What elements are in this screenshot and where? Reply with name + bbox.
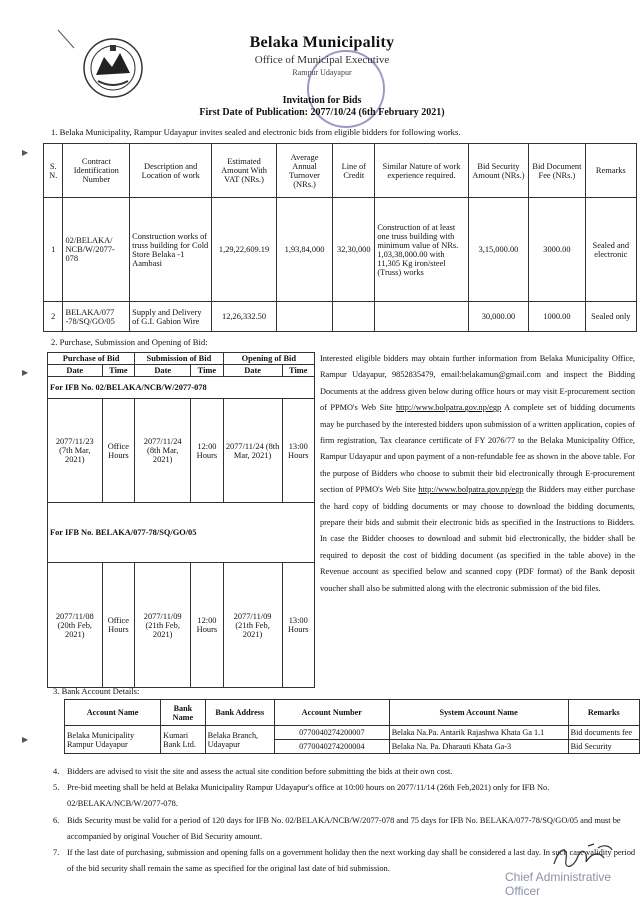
group-purchase: Purchase of Bid	[48, 353, 135, 365]
col-time: Time	[191, 365, 223, 377]
col-header-bank-address: Bank Address	[205, 700, 274, 726]
section-3-title: Bank Account Details:	[61, 686, 140, 696]
table-row	[44, 302, 637, 332]
ifb-1-purchase-date: 2077/11/23 (7th Mar, 2021)	[48, 399, 103, 503]
schedule-col-row	[48, 365, 315, 377]
col-header-turnover: Average Annual Turnover (NRs.)	[276, 144, 332, 198]
municipality-title: Belaka Municipality	[249, 34, 395, 51]
bank-account-table	[64, 699, 640, 754]
ifb-2-purchase-time: Office Hours	[102, 563, 135, 688]
margin-mark-left-2: ▶	[22, 368, 29, 377]
cell-remarks: Bid documents fee	[568, 726, 639, 740]
office-address: Rampur Udayapur	[292, 68, 352, 77]
bank-header-row	[65, 700, 640, 726]
bidding-info-paragraph	[320, 351, 635, 597]
ifb-2-submission-date: 2077/11/09 (21th Feb, 2021)	[135, 563, 191, 688]
point-text: Pre-bid meeting shall be held at Belaka Municipality Rampur Udayapur's office at 10:00 hours on 2077/11/14 (26th Feb,2021) only for IFB No. 02/BELAKA/NCB/W/2077-078.	[67, 783, 550, 809]
col-time: Time	[282, 365, 314, 377]
point-text: If the last date of purchasing, submission and opening falls on a government holiday then the next working day shall be considered a last day. In such case validity period of the bid security shall remain the same as specified for the original last date of bid submission.	[67, 848, 636, 874]
handwritten-signature	[548, 840, 618, 874]
ifb-1-label: For IFB No. 02/BELAKA/NCB/W/2077-078	[48, 377, 315, 399]
cell-account-number: 0770040274200004	[274, 740, 389, 754]
cell-description: Supply and Delivery of G.I. Gabion Wire	[130, 302, 212, 332]
col-header-remarks: Remarks	[568, 700, 639, 726]
ifb-1-submission-date: 2077/11/24 (8th Mar, 2021)	[135, 399, 191, 503]
col-header-account-name: Account Name	[65, 700, 161, 726]
section-3-number: 3.	[53, 686, 60, 696]
ifb-2-label: For IFB No. BELAKA/077-78/SQ/GO/05	[48, 503, 315, 563]
schedule-table	[47, 352, 315, 688]
col-header-sn: S. N.	[44, 144, 63, 198]
invitation-heading: Invitation for Bids	[282, 95, 362, 106]
cell-account-number: 0770040274200007	[274, 726, 389, 740]
office-name: Office of Municipal Executive	[254, 54, 390, 66]
egp-link-2[interactable]: http://www.bolpatra.gov.np/egp	[418, 485, 524, 495]
bidding-info-text-b: A complete set of bidding documents may be purchased by the interested bidders upon submission of a written application, copies of firm registration, Tax clearance certificate of FY 2076/77 to the Belaka Municipality Office, Rampur Udayapur and upon payment of a non-refundable fee as shown in the above table. For the purpose of Bidders who choose to submit their bid electronically through E-procurement section of PPMO's Web Site	[320, 403, 635, 495]
list-item	[53, 780, 638, 812]
col-header-account-number: Account Number	[274, 700, 389, 726]
ifb-1-label-row	[48, 377, 315, 399]
ifb-2-submission-time: 12:00 Hours	[191, 563, 223, 688]
cell-experience: Construction of at least one truss building with minimum value of NRs. 1,03,38,000.00 with 11,305 Kg iron/steel (Truss) works	[375, 198, 468, 302]
col-header-doc-fee: Bid Document Fee (NRs.)	[529, 144, 585, 198]
section-1-text: Belaka Municipality, Rampur Udayapur invites sealed and electronic bids from eligible bidders for following works.	[59, 127, 461, 137]
ifb-2-label-row	[48, 503, 315, 563]
cell-bank-address: Belaka Branch, Udayapur	[205, 726, 274, 754]
cell-remarks: Bid Security	[568, 740, 639, 754]
cell-doc-fee: 3000.00	[529, 198, 585, 302]
table-row	[44, 198, 637, 302]
group-opening: Opening of Bid	[223, 353, 314, 365]
col-header-bank-name: Bank Name	[161, 700, 205, 726]
col-date: Date	[135, 365, 191, 377]
cell-turnover	[276, 302, 332, 332]
col-header-contract-id: Contract Identification Number	[63, 144, 130, 198]
cell-experience	[375, 302, 468, 332]
cell-remarks: Sealed only	[585, 302, 636, 332]
publication-date: First Date of Publication: 2077/10/24 (6th February 2021)	[199, 107, 445, 118]
cell-line-of-credit: 32,30,000	[333, 198, 375, 302]
point-number: 7.	[53, 848, 60, 858]
table-row	[48, 563, 315, 688]
cell-contract-id: 02/BELAKA/ NCB/W/2077-078	[63, 198, 130, 302]
cell-account-name: Belaka Municipality Rampur Udayapur	[65, 726, 161, 754]
section-1-intro	[51, 127, 611, 138]
col-date: Date	[48, 365, 103, 377]
ifb-1-opening-time: 13:00 Hours	[282, 399, 314, 503]
cell-estimated-amount: 1,29,22,609.19	[212, 198, 277, 302]
section-1-number: 1.	[51, 127, 58, 137]
table-row	[65, 726, 640, 740]
bids-table	[43, 143, 637, 332]
schedule-group-row	[48, 353, 315, 365]
cell-system-account: Belaka Na.Pa. Antarik Rajashwa Khata Ga 1.1	[389, 726, 568, 740]
cell-bid-security: 3,15,000.00	[468, 198, 529, 302]
col-header-bid-security: Bid Security Amount (NRs.)	[468, 144, 529, 198]
col-date: Date	[223, 365, 282, 377]
cell-line-of-credit	[333, 302, 375, 332]
cell-remarks: Sealed and electronic	[585, 198, 636, 302]
table-row	[48, 399, 315, 503]
col-header-experience: Similar Nature of work experience required.	[375, 144, 468, 198]
cell-contract-id: BELAKA/077 -78/SQ/GO/05	[63, 302, 130, 332]
margin-mark-left-3: ▶	[22, 735, 29, 744]
ifb-2-purchase-date: 2077/11/08 (20th Feb, 2021)	[48, 563, 103, 688]
section-2-title: Purchase, Submission and Opening of Bid:	[59, 337, 208, 347]
cell-description: Construction works of truss building for Cold Store Belaka -1 Aambasi	[130, 198, 212, 302]
ifb-1-purchase-time: Office Hours	[102, 399, 135, 503]
cell-sn: 1	[44, 198, 63, 302]
col-header-estimated-amount: Estimated Amount With VAT (NRs.)	[212, 144, 277, 198]
group-submission: Submission of Bid	[135, 353, 223, 365]
bids-table-header-row	[44, 144, 637, 198]
col-header-system-account: System Account Name	[389, 700, 568, 726]
cell-doc-fee: 1000.00	[529, 302, 585, 332]
section-2-heading	[51, 337, 611, 348]
point-text: Bidders are advised to visit the site and assess the actual site condition before submitting the bids at their own cost.	[67, 767, 453, 776]
section-3-heading	[53, 686, 613, 697]
cell-bank-name: Kumari Bank Ltd.	[161, 726, 205, 754]
col-header-description: Description and Location of work	[130, 144, 212, 198]
ifb-1-submission-time: 12:00 Hours	[191, 399, 223, 503]
cell-sn: 2	[44, 302, 63, 332]
cell-turnover: 1,93,84,000	[276, 198, 332, 302]
signature-title: Chief Administrative Officer	[505, 870, 612, 898]
list-item	[53, 764, 638, 780]
bidding-info-text-c: the Bidders may either purchase the hard copy of bidding documents or may choose to download the bidding documents, prepare their bids and submit their electronic bids as specified in the Instructions to Bidders. In case the Bidder chooses to download and submit bid electronically, the bidder shall be required to deposit the cost of bidding document (as specified in the table above) in the Revenue account as specified below and scanned copy (PDF format) of the Bank deposit voucher shall also be submitted along with the electronic submission of the bid files.	[320, 485, 635, 593]
ifb-2-opening-time: 13:00 Hours	[282, 563, 314, 688]
col-header-line-of-credit: Line of Credit	[333, 144, 375, 198]
point-number: 4.	[53, 767, 60, 776]
bidding-info-text-a: Interested eligible bidders may obtain further information from Belaka Municipality Office, Rampur Udayapur, 9852835479, email:belakamun@gmail.com and inspect the Bidding Documents at the address given below during office hours or may visit E-procurement section of PPMO's Web Site	[320, 354, 635, 413]
margin-mark-left: ▶	[22, 148, 29, 157]
point-text: Bids Security must be valid for a period of 120 days for IFB No. 02/BELAKA/NCB/W/2077-078 and 75 days for IFB No. BELAKA/077-78/SQ/GO/05 and must be accompanied by original Voucher of Bid Security amount.	[67, 815, 621, 841]
ifb-1-opening-date: 2077/11/24 (8th Mar, 2021)	[223, 399, 282, 503]
point-number: 5.	[53, 783, 60, 793]
cell-system-account: Belaka Na. Pa. Dharauti Khata Ga-3	[389, 740, 568, 754]
egp-link-1[interactable]: http://www.bolpatra.gov.np/egp	[395, 403, 502, 413]
col-header-remarks: Remarks	[585, 144, 636, 198]
col-time: Time	[102, 365, 135, 377]
point-number: 6.	[53, 815, 60, 825]
cell-estimated-amount: 12,26,332.50	[212, 302, 277, 332]
cell-bid-security: 30,000.00	[468, 302, 529, 332]
ifb-2-opening-date: 2077/11/09 (21th Feb, 2021)	[223, 563, 282, 688]
section-2-number: 2.	[51, 337, 58, 347]
